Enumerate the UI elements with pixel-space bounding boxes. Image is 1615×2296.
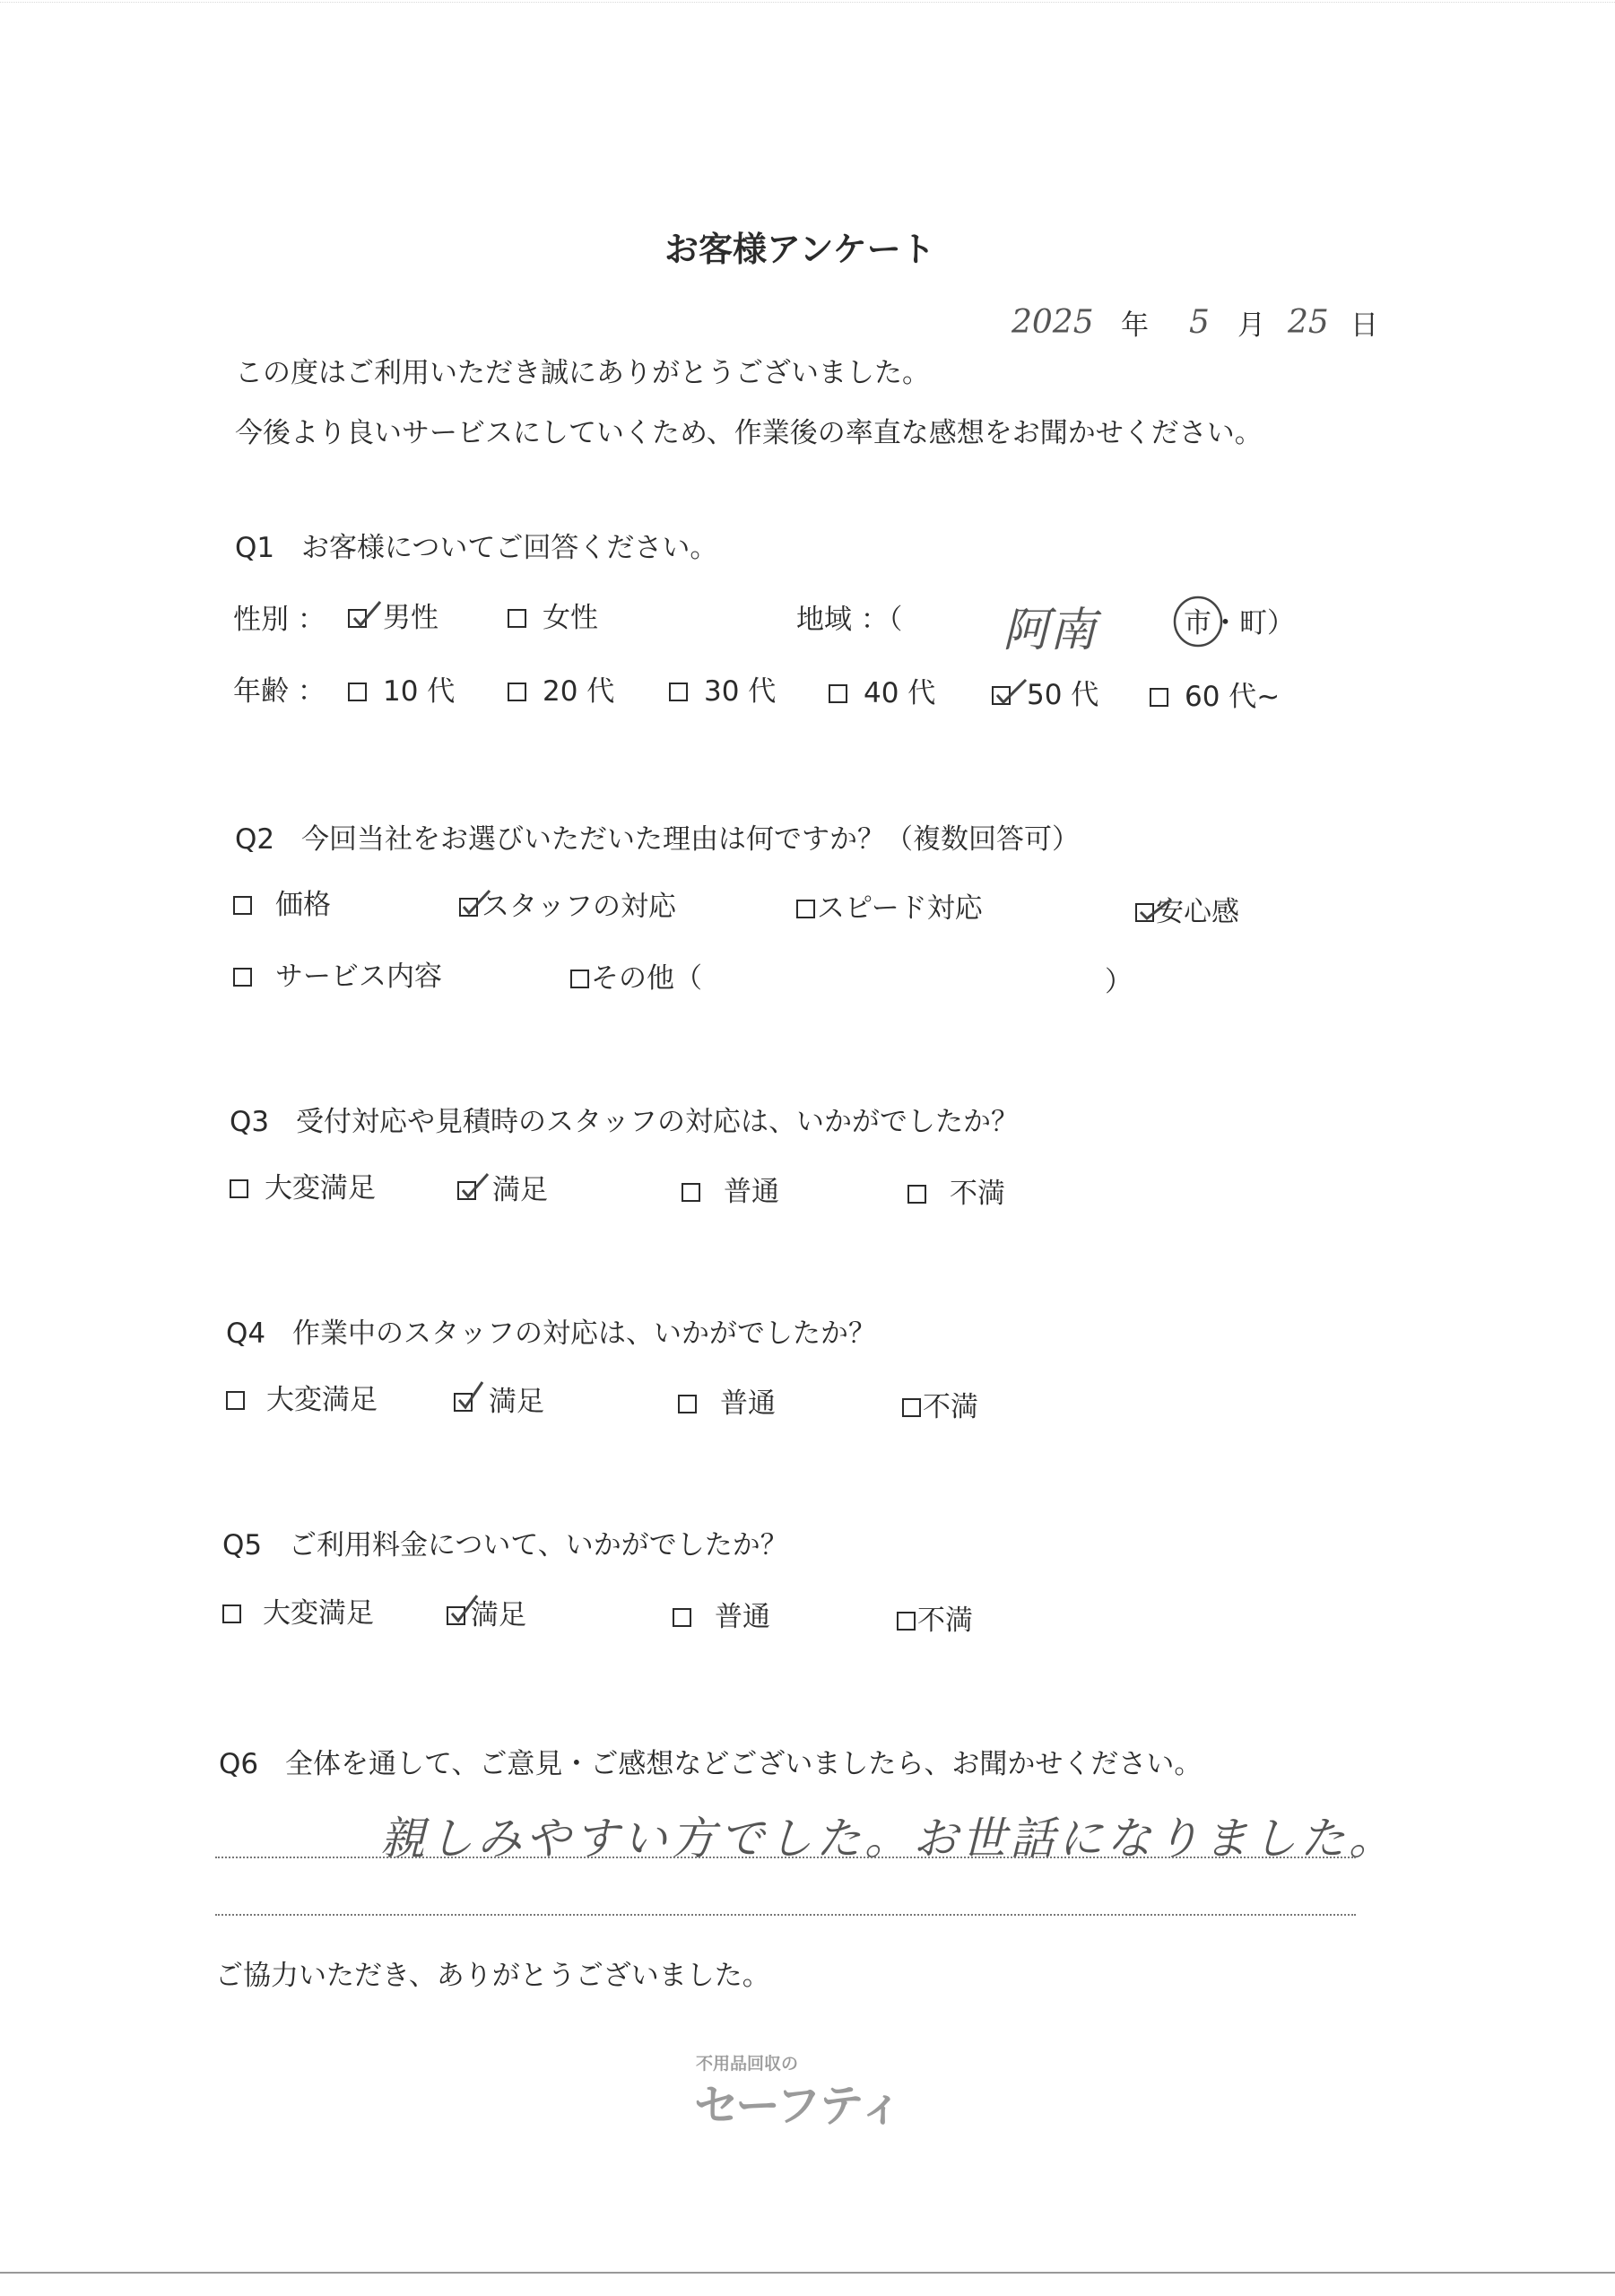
checkbox-male[interactable] (348, 609, 367, 628)
checkbox-q3-very-satisfied[interactable] (230, 1179, 248, 1198)
q5-heading (222, 1529, 788, 1561)
q6-heading (219, 1748, 1203, 1780)
checkbox-q5-very-satisfied[interactable] (222, 1605, 241, 1623)
checkbox-female[interactable] (508, 609, 526, 628)
q3-option-label: 大変満足 (265, 1172, 376, 1205)
q3-option-very-satisfied[interactable] (230, 1172, 376, 1205)
q2-option-label: スタッフの対応 (482, 891, 676, 923)
age-option-20[interactable] (508, 675, 615, 708)
checkbox-q3-normal[interactable] (682, 1183, 700, 1202)
q5-option-very-satisfied[interactable] (222, 1597, 374, 1630)
q2-option-label: スピード対応 (817, 892, 983, 925)
gender-option-label: 女性 (543, 602, 598, 634)
q2-label: Q2 (235, 823, 275, 856)
q4-option-label: 不満 (923, 1391, 978, 1423)
date-month-value: 5 (1189, 304, 1210, 341)
q2-option-label: その他（ (591, 962, 702, 995)
date-year-label: 年 (1121, 309, 1149, 342)
intro-line-2: 今後より良いサービスにしていくため、作業後の率直な感想をお聞かせください。 (235, 417, 1263, 449)
checkbox-q3-dissatisfied[interactable] (907, 1185, 926, 1204)
q4-label: Q4 (226, 1318, 266, 1350)
q5-option-dissatisfied[interactable] (897, 1607, 973, 1635)
date-line (1012, 305, 1388, 344)
q3-option-dissatisfied[interactable] (907, 1180, 1005, 1208)
q3-option-satisfied[interactable] (457, 1174, 548, 1206)
q1-heading (235, 532, 718, 564)
checkbox-q4-very-satisfied[interactable] (226, 1391, 245, 1410)
gender-option-female[interactable] (508, 604, 598, 632)
q2-option-service[interactable] (233, 963, 442, 991)
checkbox-age-10[interactable] (348, 683, 367, 701)
age-option-label: 40 代 (864, 677, 936, 709)
check-mark-icon (1139, 894, 1171, 925)
q6-label: Q6 (219, 1748, 259, 1780)
logo-tagline: 不用品回収の (696, 2054, 799, 2074)
circle-mark-icon (1171, 594, 1225, 649)
age-option-label: 10 代 (383, 675, 456, 708)
checkbox-other[interactable] (570, 970, 589, 988)
checkbox-age-30[interactable] (669, 683, 688, 701)
age-option-label: 20 代 (543, 675, 615, 708)
q3-option-label: 普通 (724, 1176, 779, 1208)
date-day-label: 日 (1350, 309, 1378, 342)
q4-option-label: 普通 (720, 1387, 776, 1420)
q4-option-satisfied[interactable] (454, 1388, 544, 1416)
age-option-60[interactable] (1150, 683, 1280, 711)
gender-option-male[interactable] (348, 604, 438, 632)
q2-text: 今回当社をお選びいただいた理由は何ですか？（複数回答可） (300, 823, 1080, 856)
region-sep: ・ (1211, 607, 1239, 639)
q4-heading (226, 1320, 876, 1348)
age-option-30[interactable] (669, 675, 777, 708)
q4-option-normal[interactable] (678, 1387, 776, 1420)
q6-answer: 親しみやすい方でした。お世話になりました。 (380, 1813, 1397, 1865)
checkbox-staff[interactable] (459, 898, 478, 917)
answer-line-2 (215, 1914, 1356, 1916)
q5-option-normal[interactable] (673, 1601, 770, 1633)
q4-option-very-satisfied[interactable] (226, 1384, 378, 1416)
checkbox-age-40[interactable] (829, 684, 847, 703)
checkbox-q3-satisfied[interactable] (457, 1181, 476, 1200)
q3-option-label: 不満 (950, 1178, 1005, 1210)
checkbox-q4-dissatisfied[interactable] (902, 1398, 921, 1417)
answer-line-1 (215, 1857, 1356, 1858)
q2-option-security[interactable] (1135, 896, 1239, 928)
q3-label: Q3 (230, 1106, 270, 1138)
check-mark-icon (461, 1172, 493, 1203)
age-option-40[interactable] (829, 677, 936, 709)
q4-text: 作業中のスタッフの対応は、いかがでしたか？ (291, 1318, 876, 1350)
q2-option-label: 安心感 (1156, 896, 1239, 928)
scan-bottom-edge (0, 2272, 1615, 2274)
logo: セーフティ (694, 2080, 902, 2132)
q6-text: 全体を通して、ご意見・ご感想などございましたら、お聞かせください。 (284, 1748, 1203, 1780)
date-day-value: 25 (1288, 304, 1329, 341)
checkbox-age-50[interactable] (992, 686, 1011, 705)
q2-option-staff[interactable] (459, 893, 676, 921)
check-mark-icon (450, 1597, 482, 1628)
q2-option-other[interactable] (570, 962, 702, 995)
age-option-10[interactable] (348, 675, 456, 708)
intro-line-1: この度はご利用いただき誠にありがとうございました。 (235, 357, 930, 389)
q5-option-satisfied[interactable] (447, 1599, 526, 1631)
age-label: 年齢 ： (233, 675, 326, 708)
q1-label: Q1 (235, 532, 275, 564)
q1-text: お客様についてご回答ください。 (300, 532, 718, 564)
age-option-label: 60 代~ (1185, 681, 1281, 713)
q2-option-label: 価格 (275, 889, 331, 921)
date-month-label: 月 (1237, 309, 1265, 342)
q3-heading (230, 1106, 1019, 1138)
q2-option-price[interactable] (233, 891, 331, 919)
region-town: 町） (1239, 607, 1295, 639)
q5-option-label: 大変満足 (263, 1597, 374, 1630)
check-mark-icon (995, 677, 1028, 708)
q3-text: 受付対応や見積時のスタッフの対応は、いかがでしたか？ (295, 1106, 1019, 1138)
page-title: お客様アンケート (664, 230, 935, 269)
q4-option-dissatisfied[interactable] (902, 1391, 978, 1423)
checkbox-price[interactable] (233, 896, 252, 915)
q5-option-label: 満足 (471, 1599, 526, 1631)
q3-option-label: 満足 (492, 1174, 548, 1206)
q5-label: Q5 (222, 1529, 263, 1561)
scan-edge (0, 2, 1615, 3)
checkbox-age-60[interactable] (1150, 688, 1168, 707)
checkbox-speed[interactable] (796, 900, 815, 918)
q2-other-close: ） (1105, 966, 1133, 998)
checkbox-q5-satisfied[interactable] (447, 1606, 465, 1625)
q2-option-speed[interactable] (796, 892, 983, 925)
checkbox-q5-normal[interactable] (673, 1608, 691, 1627)
region-city: 市 (1184, 610, 1211, 638)
date-year-value: 2025 (1012, 304, 1094, 341)
age-option-label: 50 代 (1027, 679, 1099, 711)
closing-text: ご協力いただき、ありがとうございました。 (215, 1960, 770, 1992)
checkbox-age-20[interactable] (508, 683, 526, 701)
checkbox-q4-normal[interactable] (678, 1395, 697, 1413)
q2-heading (235, 823, 1080, 856)
q3-option-normal[interactable] (682, 1178, 779, 1206)
region-suffix (1184, 607, 1295, 639)
q4-option-label: 満足 (489, 1386, 544, 1418)
checkbox-security[interactable] (1135, 903, 1154, 922)
gender-label: 性別 ： (233, 604, 326, 636)
check-mark-icon (457, 1384, 490, 1414)
region-value: 阿南 (1003, 604, 1097, 657)
gender-option-label: 男性 (383, 602, 438, 634)
q4-option-label: 大変満足 (266, 1384, 378, 1416)
check-mark-icon (463, 889, 495, 919)
checkbox-q4-satisfied[interactable] (454, 1393, 473, 1412)
q5-option-label: 不満 (917, 1605, 973, 1637)
q5-option-label: 普通 (715, 1601, 770, 1633)
checkbox-q5-dissatisfied[interactable] (897, 1612, 916, 1631)
age-option-label: 30 代 (704, 675, 777, 708)
q5-text: ご利用料金について、いかがでしたか？ (288, 1529, 788, 1561)
checkbox-service[interactable] (233, 968, 252, 987)
age-option-50[interactable] (992, 679, 1099, 711)
check-mark-icon (352, 600, 384, 631)
q2-option-label: サービス内容 (275, 961, 442, 993)
region-label: 地域 ：（ (796, 604, 903, 636)
